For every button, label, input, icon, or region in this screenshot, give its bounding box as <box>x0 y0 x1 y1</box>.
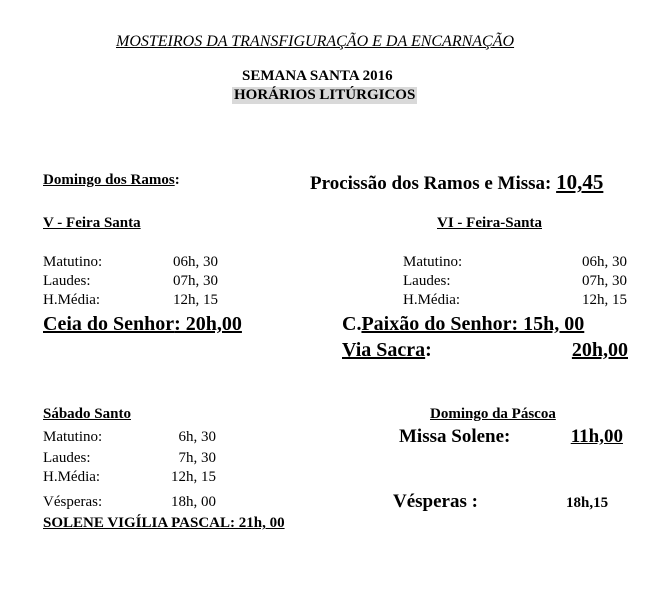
domingo-ramos-time: 10,45 <box>556 170 604 194</box>
vigilia-pascal: SOLENE VIGÍLIA PASCAL: 21h, 00 <box>43 515 285 531</box>
sabado-row-time: 7h, 30 <box>178 450 216 466</box>
sexta-row-name: Laudes: <box>403 273 451 289</box>
paixao-do-senhor: C.Paixão do Senhor: 15h, 00 <box>342 313 585 335</box>
sabado-row-time: 12h, 15 <box>171 469 216 485</box>
week-title: SEMANA SANTA 2016 <box>242 68 393 84</box>
sabado-row-name: Matutino: <box>43 429 103 445</box>
quinta-row-time: 06h, 30 <box>173 254 218 270</box>
domingo-ramos-event: Procissão dos Ramos e Missa: 10,45 <box>310 170 604 194</box>
quinta-row-time: 12h, 15 <box>173 292 218 308</box>
via-sacra: Via Sacra: 20h,00 <box>342 339 628 361</box>
quinta-row-name: H.Média: <box>43 292 101 308</box>
quinta-row-time: 07h, 30 <box>173 273 218 289</box>
quinta-row-name: Matutino: <box>43 254 103 270</box>
domingo-ramos-label: Domingo dos Ramos: <box>43 172 180 188</box>
sabado-row-name: Vésperas: <box>43 494 103 510</box>
domingo-pascoa-heading: Domingo da Páscoa <box>430 406 556 422</box>
sexta-row-time: 07h, 30 <box>582 273 627 289</box>
schedule-subtitle: HORÁRIOS LITÚRGICOS <box>234 87 416 103</box>
ceia-do-senhor: Ceia do Senhor: 20h,00 <box>43 313 242 335</box>
sexta-row-name: Matutino: <box>403 254 463 270</box>
vesperas-pascoa-time: 18h,15 <box>566 495 609 511</box>
quinta-feira-heading: V - Feira Santa <box>43 215 141 231</box>
sexta-row-name: H.Média: <box>403 292 461 308</box>
via-sacra-time: 20h,00 <box>571 339 628 361</box>
sexta-feira-heading: VI - Feira-Santa <box>437 215 542 231</box>
document-title: MOSTEIROS DA TRANSFIGURAÇÃO E DA ENCARNAÇÃO <box>116 33 515 50</box>
sabado-heading: Sábado Santo <box>43 406 131 422</box>
sabado-row-time: 6h, 30 <box>178 429 216 445</box>
sabado-row-time: 18h, 00 <box>171 494 216 510</box>
vesperas-pascoa: Vésperas : <box>393 491 478 512</box>
sabado-row-name: Laudes: <box>43 450 91 466</box>
sexta-row-time: 06h, 30 <box>582 254 627 270</box>
sexta-row-time: 12h, 15 <box>582 292 627 308</box>
missa-solene: Missa Solene: 11h,00 <box>399 426 623 447</box>
sabado-row-name: H.Média: <box>43 469 101 485</box>
quinta-row-name: Laudes: <box>43 273 91 289</box>
missa-solene-time: 11h,00 <box>570 426 623 447</box>
